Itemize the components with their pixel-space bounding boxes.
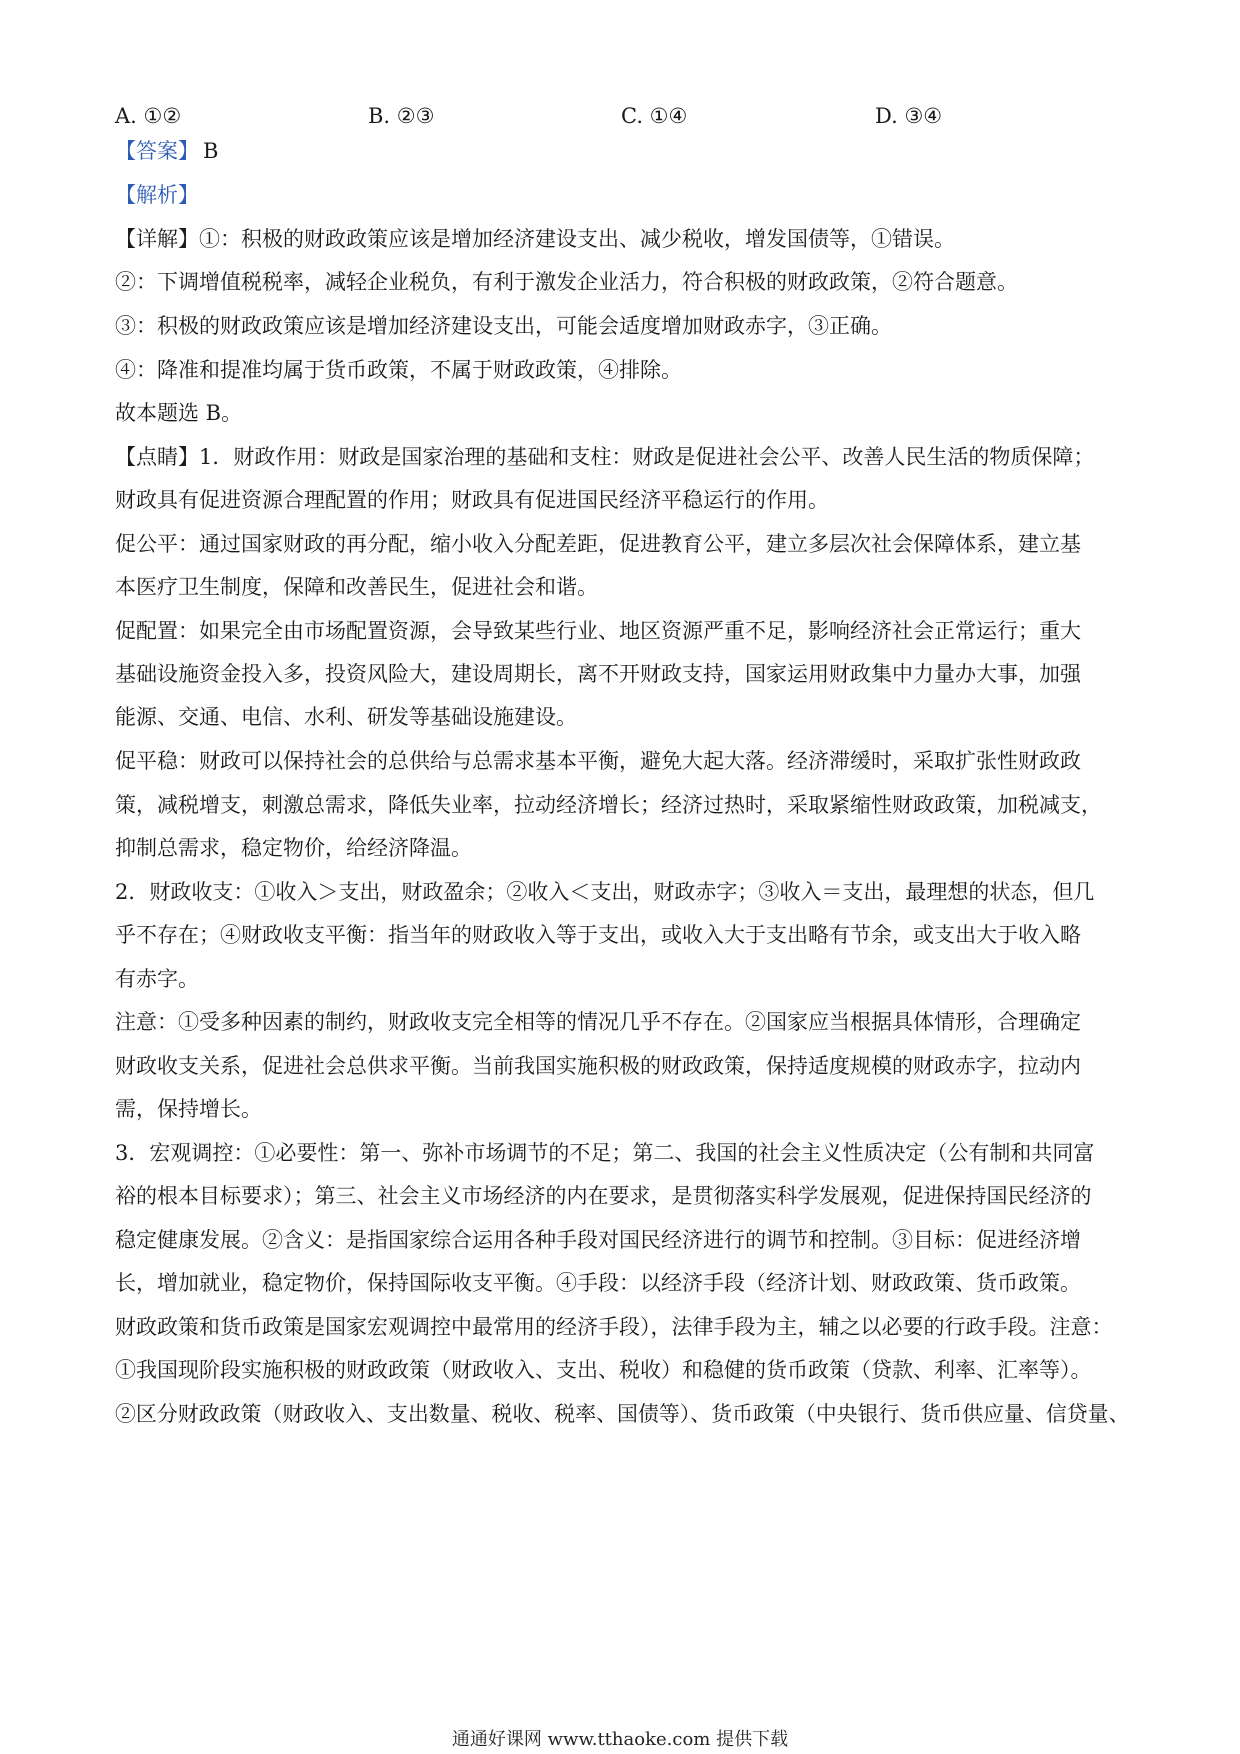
text-line: 3．宏观调控：①必要性：第一、弥补市场调节的不足；第二、我国的社会主义性质决定（公有制和共同富 [115, 1141, 1095, 1165]
text-line: 有赤字。 [115, 967, 199, 991]
text-line: 促公平：通过国家财政的再分配，缩小收入分配差距，促进教育公平，建立多层次社会保障体系，建立基 [115, 532, 1081, 556]
text-line: 注意：①受多种因素的制约，财政收支完全相等的情况几乎不存在。②国家应当根据具体情形，合理确定 [115, 1010, 1081, 1034]
text-line: 长，增加就业，稳定物价，保持国际收支平衡。④手段：以经济手段（经济计划、财政政策、货币政策。 [115, 1271, 1081, 1295]
text-line: ②：下调增值税税率，减轻企业税负，有利于激发企业活力，符合积极的财政政策，②符合题意。 [115, 270, 1018, 294]
answer-line [115, 136, 218, 166]
text-line: 财政政策和货币政策是国家宏观调控中最常用的经济手段），法律手段为主，辅之以必要的行政手段。注意： [115, 1315, 1113, 1339]
option-d: D. ③④ [875, 104, 943, 128]
text-line: 需，保持增长。 [115, 1097, 262, 1121]
option-b: B. ②③ [368, 104, 435, 128]
text-line: 2．财政收支：①收入＞支出，财政盈余；②收入＜支出，财政赤字；③收入＝支出，最理想的状态，但几 [115, 880, 1095, 904]
text-line: ②区分财政政策（财政收入、支出数量、税收、税率、国债等）、货币政策（中央银行、货币供应量、信贷量、 [115, 1402, 1130, 1426]
text-line: 裕的根本目标要求）；第三、社会主义市场经济的内在要求，是贯彻落实科学发展观，促进保持国民经济的 [115, 1184, 1092, 1208]
option-c: C. ①④ [621, 104, 688, 128]
text-line: 基础设施资金投入多，投资风险大，建设周期长，离不开财政支持，国家运用财政集中力量办大事，加强 [115, 662, 1081, 686]
text-line: ④：降准和提准均属于货币政策，不属于财政政策，④排除。 [115, 358, 682, 382]
option-a: A. ①② [115, 104, 182, 128]
text-line: 本医疗卫生制度，保障和改善民生，促进社会和谐。 [115, 575, 598, 599]
text-line: ③：积极的财政政策应该是增加经济建设支出，可能会适度增加财政赤字，③正确。 [115, 314, 892, 338]
text-line: 促平稳：财政可以保持社会的总供给与总需求基本平衡，避免大起大落。经济滞缓时，采取扩张性财政政 [115, 749, 1081, 773]
text-line: 能源、交通、电信、水利、研发等基础设施建设。 [115, 705, 577, 729]
text-line: 稳定健康发展。②含义：是指国家综合运用各种手段对国民经济进行的调节和控制。③目标：促进经济增 [115, 1228, 1081, 1252]
text-line: 策，减税增支，刺激总需求，降低失业率，拉动经济增长；经济过热时，采取紧缩性财政政策，加税减支， [115, 793, 1102, 817]
text-line: 财政收支关系，促进社会总供求平衡。当前我国实施积极的财政政策，保持适度规模的财政赤字，拉动内 [115, 1054, 1081, 1078]
answer-value: B [203, 139, 219, 163]
text-line: 【详解】①：积极的财政政策应该是增加经济建设支出、减少税收，增发国债等，①错误。 [115, 227, 955, 251]
answer-tag: 【答案】 [115, 139, 199, 163]
text-line: 乎不存在；④财政收支平衡：指当年的财政收入等于支出，或收入大于支出略有节余，或支出大于收入略 [115, 923, 1081, 947]
text-line: 财政具有促进资源合理配置的作用；财政具有促进国民经济平稳运行的作用。 [115, 488, 829, 512]
footer-watermark: 通通好课网 www.tthaoke.com 提供下载 [451, 1729, 789, 1750]
text-line: 抑制总需求，稳定物价，给经济降温。 [115, 836, 472, 860]
text-line: 促配置：如果完全由市场配置资源，会导致某些行业、地区资源严重不足，影响经济社会正常运行；重大 [115, 619, 1081, 643]
text-line: 【点睛】1．财政作用：财政是国家治理的基础和支柱：财政是促进社会公平、改善人民生活的物质保障； [115, 445, 1095, 469]
answer-options [115, 104, 1135, 138]
text-line: 故本题选 B。 [115, 401, 243, 425]
text-line: ①我国现阶段实施积极的财政政策（财政收入、支出、税收）和稳健的货币政策（贷款、利率、汇率等）。 [115, 1358, 1092, 1382]
analysis-tag: 【解析】 [115, 183, 199, 207]
